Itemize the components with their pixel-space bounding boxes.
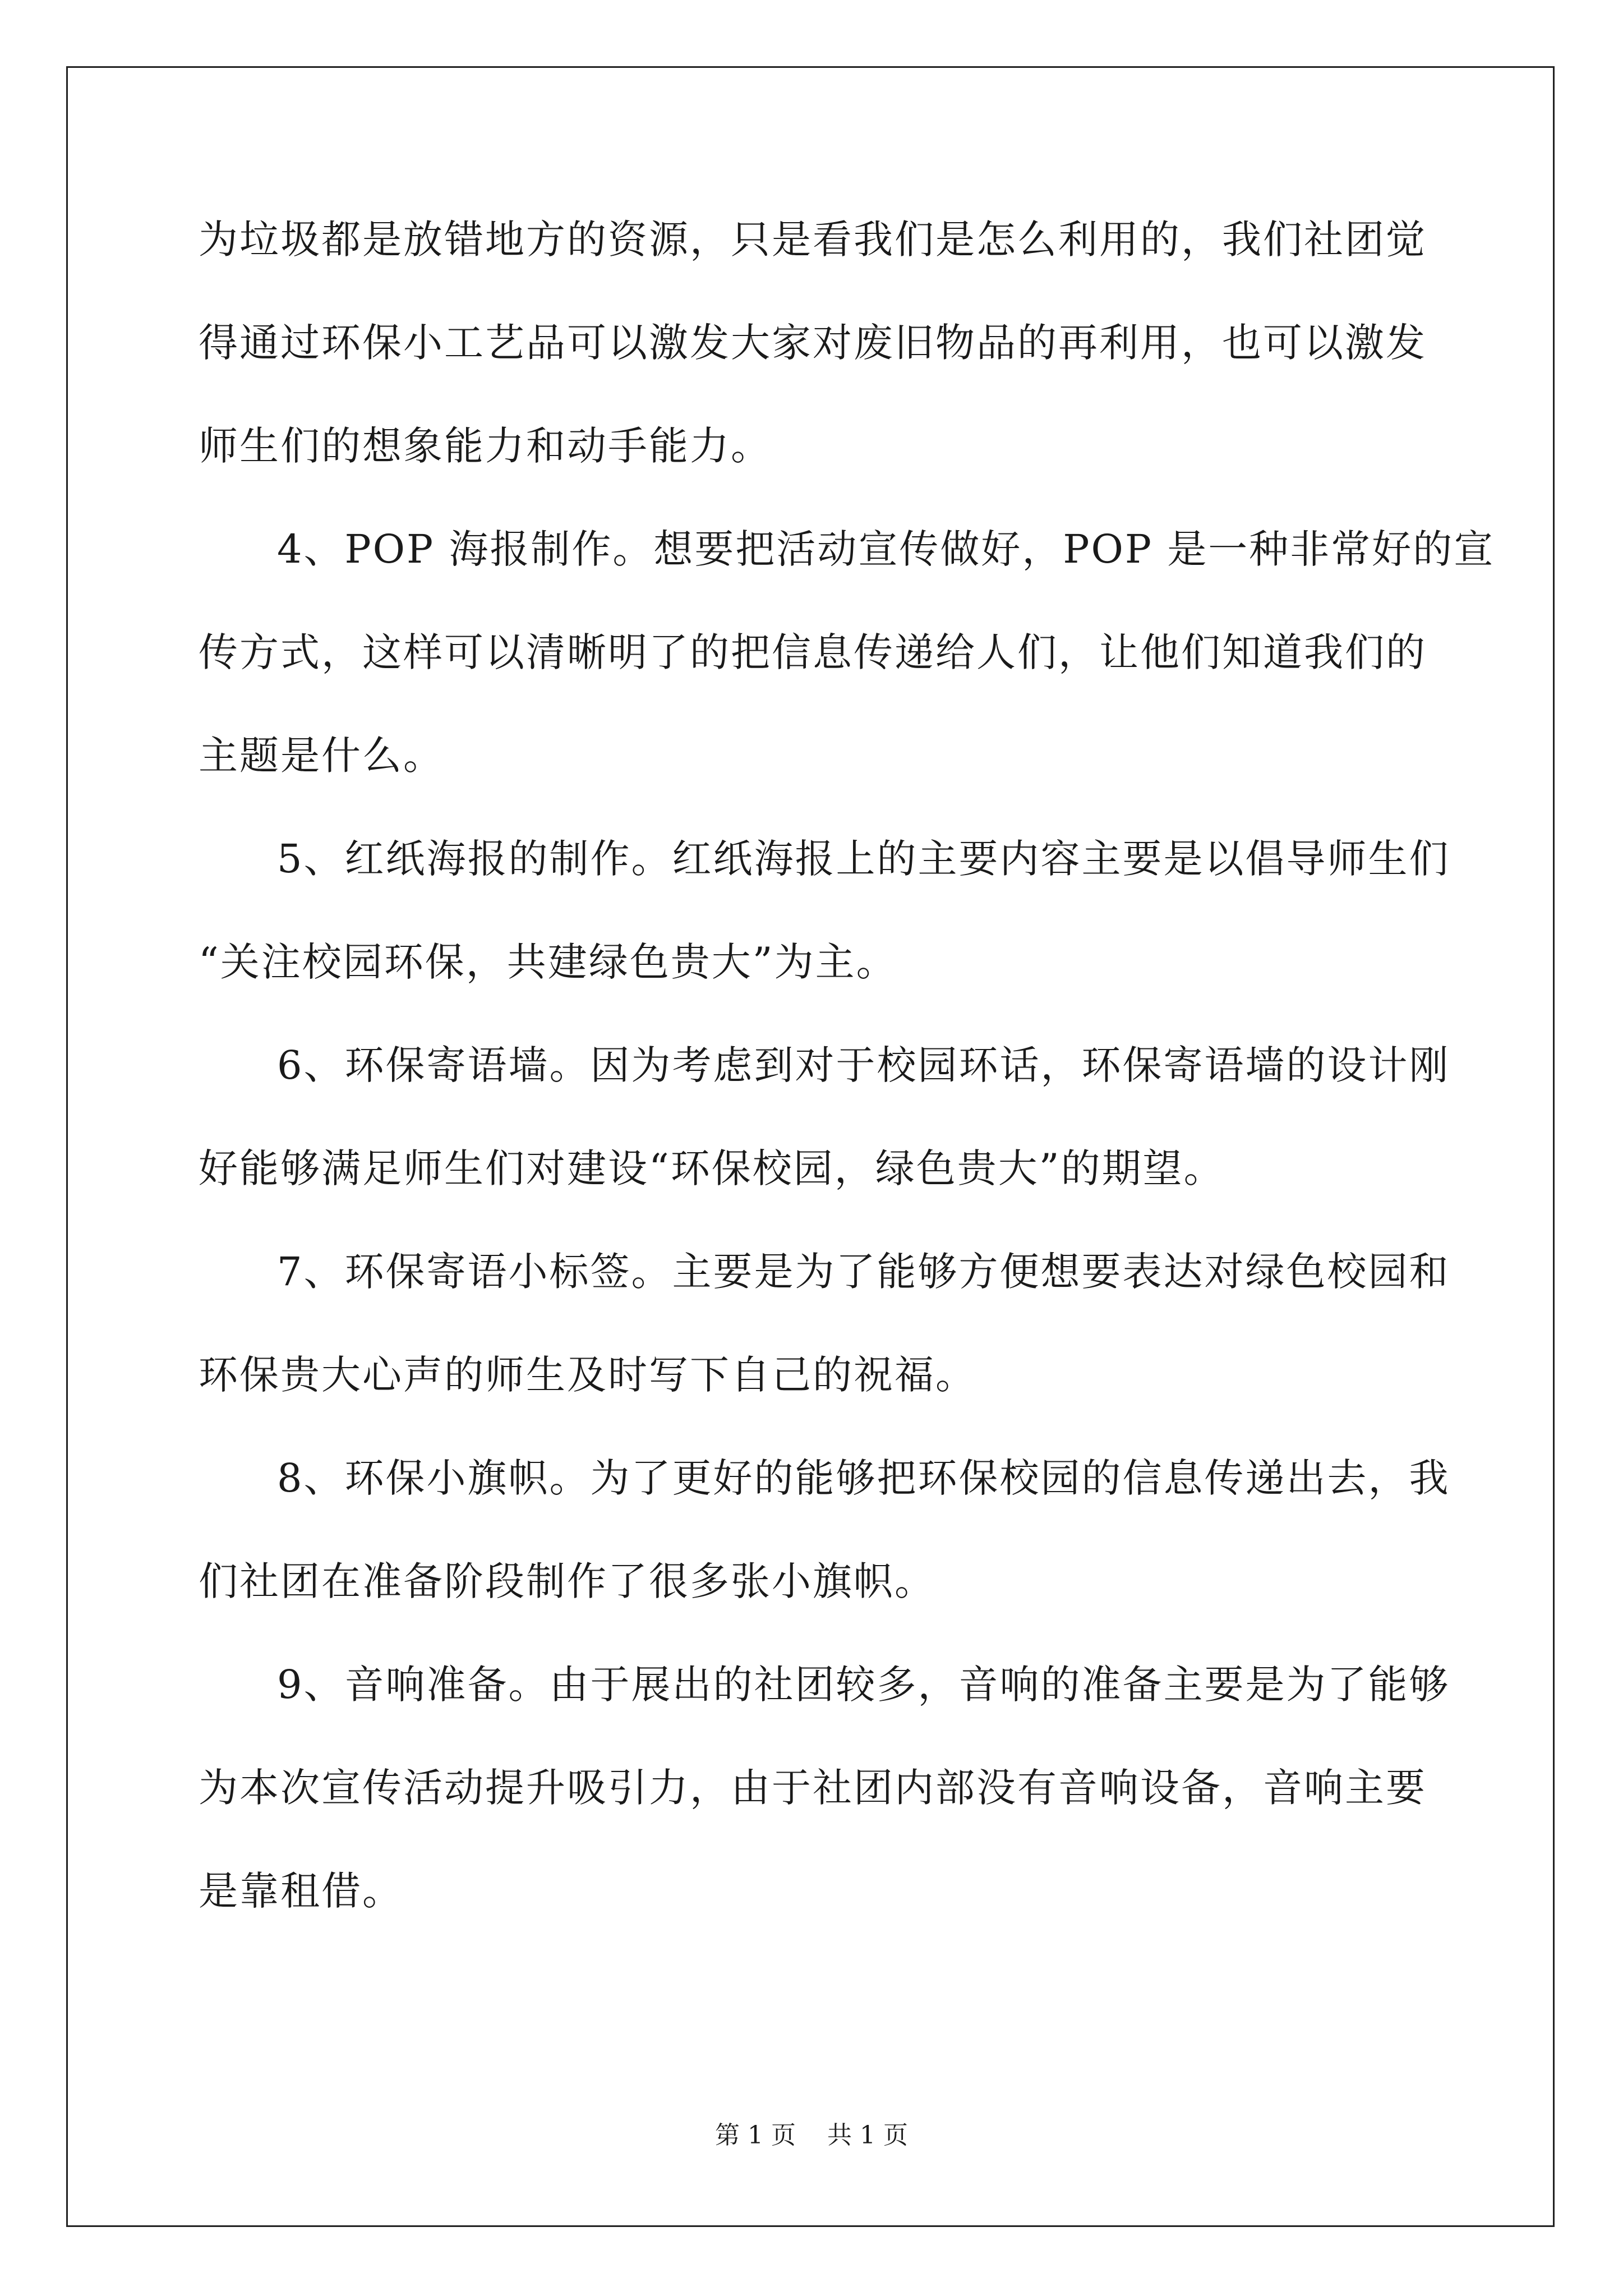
paragraph-continued xyxy=(199,188,1432,498)
page-number: 第 1 页 xyxy=(715,2121,796,2150)
paragraph-item-6 xyxy=(199,1014,1450,1220)
text-line: 9、音响准备。由于展出的社团较多，音响的准备主要是为了能够 xyxy=(277,1662,1450,1708)
document-body xyxy=(199,188,1495,1943)
text-line: 环保贵大心声的师生及时写下自己的祝福。 xyxy=(199,1352,976,1398)
page-footer xyxy=(0,2115,1623,2151)
text-line: 8、环保小旗帜。为了更好的能够把环保校园的信息传递出去，我 xyxy=(277,1455,1450,1501)
text-line: 得通过环保小工艺品可以激发大家对废旧物品的再利用，也可以激发 xyxy=(199,320,1427,366)
text-line: 6、环保寄语墙。因为考虑到对于校园环话，环保寄语墙的设计刚 xyxy=(277,1042,1450,1088)
text-line: 4、POP 海报制作。想要把活动宣传做好，POP 是一种非常好的宣 xyxy=(277,526,1495,572)
text-line: 5、红纸海报的制作。红纸海报上的主要内容主要是以倡导师生们 xyxy=(277,836,1450,882)
paragraph-item-7 xyxy=(199,1220,1450,1427)
paragraph-item-4 xyxy=(199,498,1495,807)
text-line: 是靠租借。 xyxy=(199,1868,403,1914)
text-line: 传方式，这样可以清晰明了的把信息传递给人们，让他们知道我们的 xyxy=(199,629,1427,675)
text-line: 主题是什么。 xyxy=(199,733,444,779)
paragraph-item-9 xyxy=(199,1633,1450,1943)
text-line: 好能够满足师生们对建设“环保校园，绿色贵大”的期望。 xyxy=(199,1145,1225,1191)
paragraph-item-5 xyxy=(199,807,1450,1014)
text-line: 为本次宣传活动提升吸引力，由于社团内部没有音响设备，音响主要 xyxy=(199,1765,1427,1811)
paragraph-item-8 xyxy=(199,1427,1450,1633)
page-total: 共 1 页 xyxy=(827,2121,908,2150)
text-line: 为垃圾都是放错地方的资源，只是看我们是怎么利用的，我们社团觉 xyxy=(199,217,1427,263)
text-line: 师生们的想象能力和动手能力。 xyxy=(199,423,772,469)
text-line: 7、环保寄语小标签。主要是为了能够方便想要表达对绿色校园和 xyxy=(277,1249,1450,1295)
text-line: 们社团在准备阶段制作了很多张小旗帜。 xyxy=(199,1558,935,1604)
text-line: “关注校园环保，共建绿色贵大”为主。 xyxy=(199,939,897,985)
